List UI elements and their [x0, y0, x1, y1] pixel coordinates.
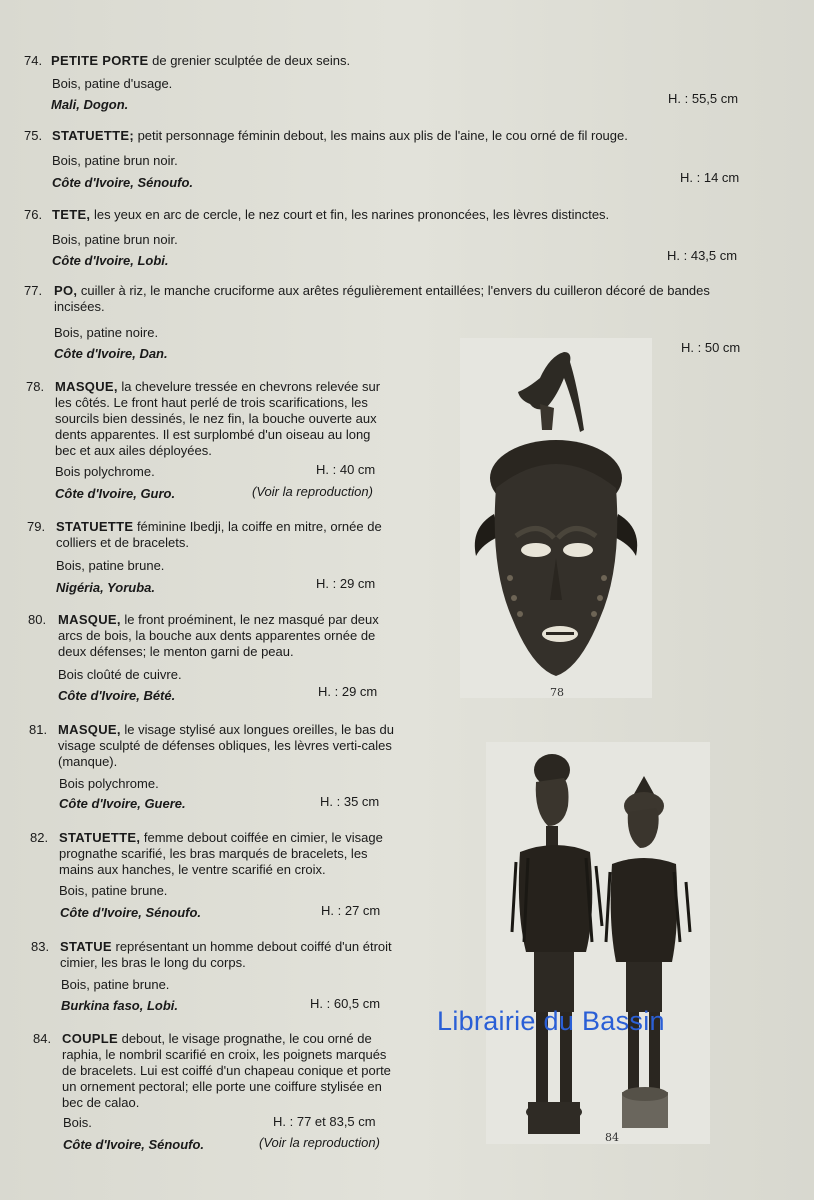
- lot-76: [24, 207, 754, 269]
- lot-material: Bois, patine brune.: [61, 977, 170, 992]
- lot-material: Bois.: [63, 1115, 92, 1130]
- lot-height: H. : 40 cm: [316, 462, 376, 477]
- lot-title: STATUETTE: [56, 519, 134, 534]
- lot-desc-text: représentant un homme debout coiffé d'un étroit cimier, les bras le long du corps.: [60, 939, 392, 970]
- lot-number: 83.: [31, 939, 50, 954]
- lot-title: MASQUE,: [58, 722, 121, 737]
- lot-title: TETE,: [52, 207, 91, 222]
- lot-description: [56, 519, 392, 551]
- lot-desc-text: le visage stylisé aux longues oreilles, le bas du visage sculpté de défenses obliques, les lèvres verti-cales (manque).: [58, 722, 394, 769]
- lot-height: H. : 60,5 cm: [310, 996, 381, 1011]
- lot-material: Bois, patine d'usage.: [52, 76, 173, 91]
- lot-height: H. : 55,5 cm: [668, 91, 739, 106]
- watermark-text: Librairie du Bassin: [437, 1006, 665, 1036]
- lot-material: Bois cloûté de cuivre.: [58, 667, 182, 682]
- lot-origin: Nigéria, Yoruba.: [56, 580, 155, 595]
- lot-75: [24, 128, 754, 190]
- figure-caption-78: 78: [550, 686, 564, 699]
- lot-origin: Côte d'Ivoire, Guro.: [55, 486, 176, 501]
- female-figure: [606, 776, 690, 1128]
- lot-origin: Côte d'Ivoire, Sénoufo.: [63, 1137, 205, 1152]
- lot-material: Bois, patine brun noir.: [52, 153, 178, 168]
- lot-reproduction-note: (Voir la reproduction): [252, 484, 373, 499]
- lot-description: [58, 722, 394, 770]
- lot-desc-text: femme debout coiffée en cimier, le visage prognathe scarifié, les bras marqués de bracelets, les mains aux hanches, le ventre scarifié en croix.: [59, 830, 383, 877]
- lot-origin: Burkina faso, Lobi.: [61, 998, 179, 1013]
- lot-number: 74.: [24, 53, 43, 68]
- lot-number: 80.: [28, 612, 47, 627]
- lot-desc-text: la chevelure tressée en chevrons relevée sur les côtés. Le front haut perlé de trois scarifications, les sourcils bien dessinés, le nez fin, la bouche ouverte aux dents apparentes. Il est surplombé d'un oiseau au long bec et aux ailes déployées.: [55, 379, 381, 458]
- male-figure: [512, 754, 602, 1134]
- lot-desc-text: cuiller à riz, le manche cruciforme aux arêtes régulièrement entaillées; l'envers du cuilleron décoré de bandes incisées.: [54, 283, 710, 314]
- lot-number: 79.: [27, 519, 46, 534]
- lot-origin: Côte d'Ivoire, Sénoufo.: [60, 905, 202, 920]
- lot-material: Bois polychrome.: [55, 464, 155, 479]
- lot-origin: Côte d'Ivoire, Lobi.: [52, 253, 169, 268]
- lot-description: [52, 128, 754, 144]
- lot-number: 78.: [26, 379, 45, 394]
- lot-description: [60, 939, 394, 971]
- lot-material: Bois, patine brune.: [59, 883, 168, 898]
- lot-number: 75.: [24, 128, 43, 143]
- lot-origin: Côte d'Ivoire, Guere.: [59, 796, 186, 811]
- lot-origin: Côte d'Ivoire, Sénoufo.: [52, 175, 194, 190]
- lot-material: Bois, patine brun noir.: [52, 232, 178, 247]
- lot-height: H. : 43,5 cm: [667, 248, 738, 263]
- lot-height: H. : 35 cm: [320, 794, 380, 809]
- lot-origin: Côte d'Ivoire, Dan.: [54, 346, 168, 361]
- figure-caption-84: 84: [605, 1131, 619, 1144]
- lot-description: [52, 207, 754, 223]
- lot-desc-text: de grenier sculptée de deux seins.: [148, 53, 351, 68]
- lot-desc-text: féminine Ibedji, la coiffe en mitre, ornée de colliers et de bracelets.: [56, 519, 382, 550]
- mask-right-eye: [563, 543, 593, 557]
- lot-height: H. : 29 cm: [316, 576, 376, 591]
- couple-photograph: [486, 742, 710, 1144]
- lot-height: H. : 14 cm: [680, 170, 740, 185]
- lot-84: [33, 1031, 397, 1156]
- lot-description: [58, 612, 392, 660]
- couple-illustration: [486, 742, 710, 1144]
- lot-title: MASQUE,: [55, 379, 118, 394]
- lot-origin: Mali, Dogon.: [51, 97, 129, 112]
- mask-left-eye: [521, 543, 551, 557]
- lot-material: Bois, patine brune.: [56, 558, 165, 573]
- lot-description: [51, 53, 751, 69]
- lot-description: [55, 379, 387, 459]
- lot-title: STATUE: [60, 939, 112, 954]
- mask-illustration: [460, 338, 652, 698]
- lot-height: H. : 77 et 83,5 cm: [273, 1114, 376, 1129]
- lot-desc-text: petit personnage féminin debout, les mains aux plis de l'aine, le cou orné de fil rouge.: [133, 128, 628, 143]
- lot-height: H. : 29 cm: [318, 684, 378, 699]
- lot-description: [59, 830, 395, 878]
- lot-title: STATUETTE,: [59, 830, 141, 845]
- lot-description: [62, 1031, 396, 1111]
- lot-title: PETITE PORTE: [51, 53, 149, 68]
- lot-81: [29, 722, 393, 814]
- lot-79: [27, 519, 391, 599]
- mask-photograph: [460, 338, 652, 698]
- lot-height: H. : 27 cm: [321, 903, 381, 918]
- lot-description: [54, 283, 754, 315]
- lot-number: 77.: [24, 283, 43, 298]
- lot-82: [30, 830, 394, 922]
- lot-title: MASQUE,: [58, 612, 121, 627]
- lot-78: [26, 379, 390, 504]
- lot-desc-text: les yeux en arc de cercle, le nez court et fin, les narines prononcées, les lèvres distinctes.: [90, 207, 610, 222]
- lot-title: STATUETTE;: [52, 128, 134, 143]
- lot-number: 84.: [33, 1031, 52, 1046]
- lot-desc-text: debout, le visage prognathe, le cou orné de raphia, le nombril scarifié en croix, les poignets marqués de bracelets. Lui est coiffé d'un chapeau conique et porte un ornement pectoral; elle porte une coiffure stylisée en bec de calao.: [62, 1031, 391, 1110]
- lot-material: Bois, patine noire.: [54, 325, 159, 340]
- lot-number: 81.: [29, 722, 48, 737]
- lot-origin: Côte d'Ivoire, Bété.: [58, 688, 176, 703]
- lot-desc-text: le front proéminent, le nez masqué par deux arcs de bois, la bouche aux dents apparentes ornée de deux défenses; le menton garni de peau.: [58, 612, 379, 659]
- lot-83: [31, 939, 395, 1015]
- lot-74: [24, 53, 754, 113]
- lot-title: PO,: [54, 283, 78, 298]
- lot-number: 82.: [30, 830, 49, 845]
- lot-title: COUPLE: [62, 1031, 118, 1046]
- lot-80: [28, 612, 392, 704]
- lot-reproduction-note: (Voir la reproduction): [259, 1135, 380, 1150]
- lot-material: Bois polychrome.: [59, 776, 159, 791]
- lot-height: H. : 50 cm: [681, 340, 741, 355]
- lot-number: 76.: [24, 207, 43, 222]
